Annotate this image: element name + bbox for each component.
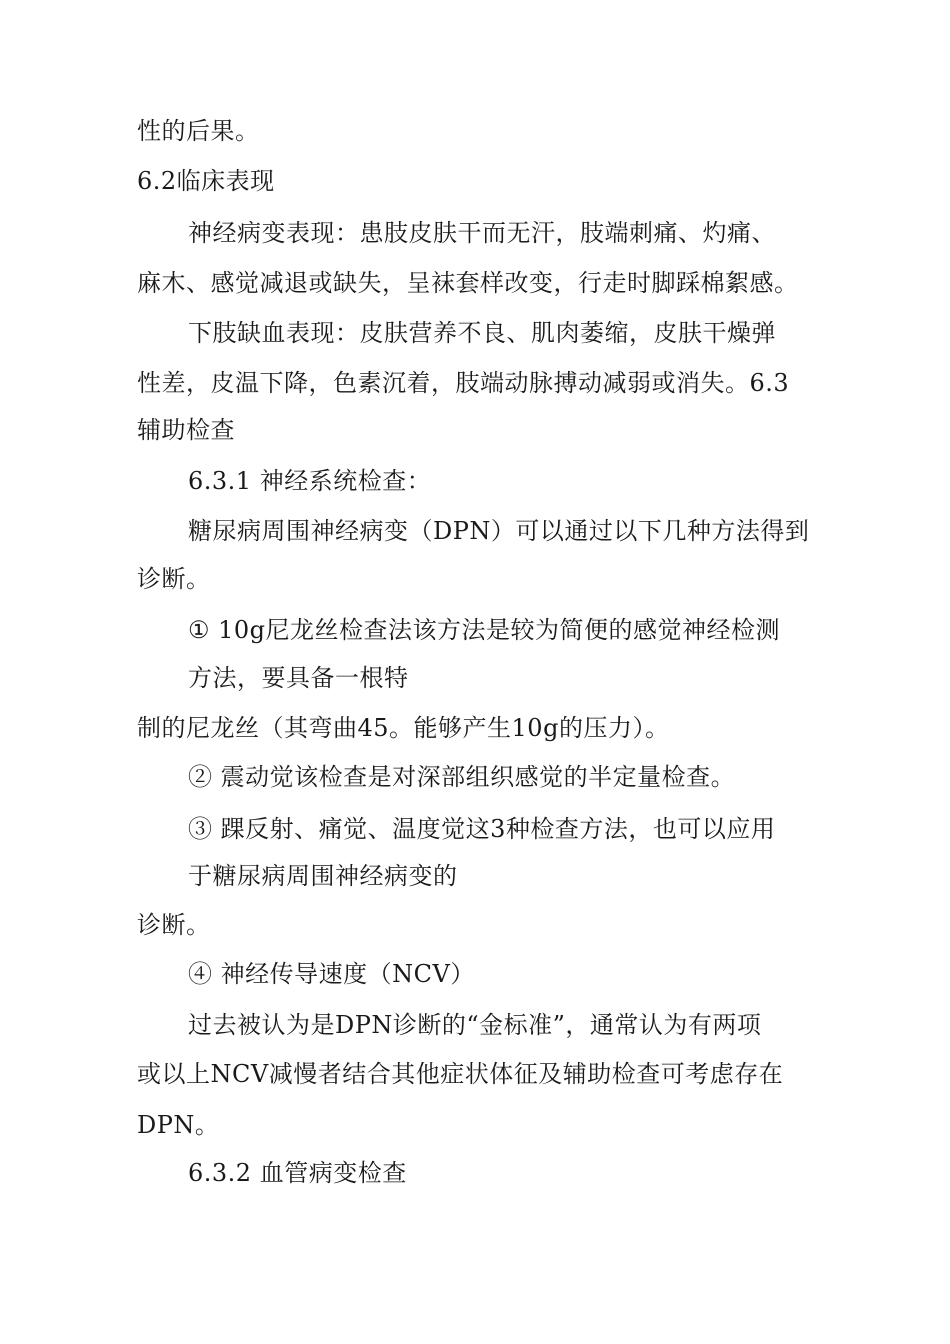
text-line: 过去被认为是DPN诊断的“金标准”，通常认为有两项 bbox=[188, 1011, 762, 1039]
text-line: 制的尼龙丝（其弯曲45。能够产生10g的压力）。 bbox=[137, 714, 670, 742]
text-line: 神经病变表现：患肢皮肤干而无汗，肢端刺痛、灼痛、 bbox=[188, 219, 776, 247]
text-line: 糖尿病周围神经病变（DPN）可以通过以下几种方法得到 bbox=[188, 517, 810, 545]
text-line: 性的后果。 bbox=[137, 117, 260, 145]
text-line: 于糖尿病周围神经病变的 bbox=[188, 862, 458, 890]
text-line: 诊断。 bbox=[137, 911, 211, 939]
section-heading: 6.2临床表现 bbox=[137, 167, 275, 195]
text-line: DPN。 bbox=[137, 1111, 220, 1139]
subsection-heading: 6.3.2 血管病变检查 bbox=[188, 1159, 407, 1187]
section-heading: 辅助检查 bbox=[137, 416, 235, 444]
text-line: 下肢缺血表现：皮肤营养不良、肌肉萎缩，皮肤干燥弹 bbox=[188, 319, 776, 347]
list-item: ④ 神经传导速度（NCV） bbox=[188, 960, 475, 988]
list-item: ③ 踝反射、痛觉、温度觉这3种检查方法，也可以应用 bbox=[188, 815, 776, 843]
text-line: 性差，皮温下降，色素沉着，肢端动脉搏动减弱或消失。6.3 bbox=[137, 369, 790, 397]
list-item: ② 震动觉该检查是对深部组织感觉的半定量检查。 bbox=[188, 763, 736, 791]
text-line: 诊断。 bbox=[137, 565, 211, 593]
subsection-heading: 6.3.1 神经系统检查： bbox=[188, 467, 432, 495]
text-line: 或以上NCV减慢者结合其他症状体征及辅助检查可考虑存在 bbox=[137, 1060, 784, 1088]
text-line: 麻木、感觉减退或缺失，呈袜套样改变，行走时脚踩棉絮感。 bbox=[137, 269, 799, 297]
text-line: 方法，要具备一根特 bbox=[188, 664, 409, 692]
list-item: ① 10g尼龙丝检查法该方法是较为简便的感觉神经检测 bbox=[188, 616, 781, 644]
